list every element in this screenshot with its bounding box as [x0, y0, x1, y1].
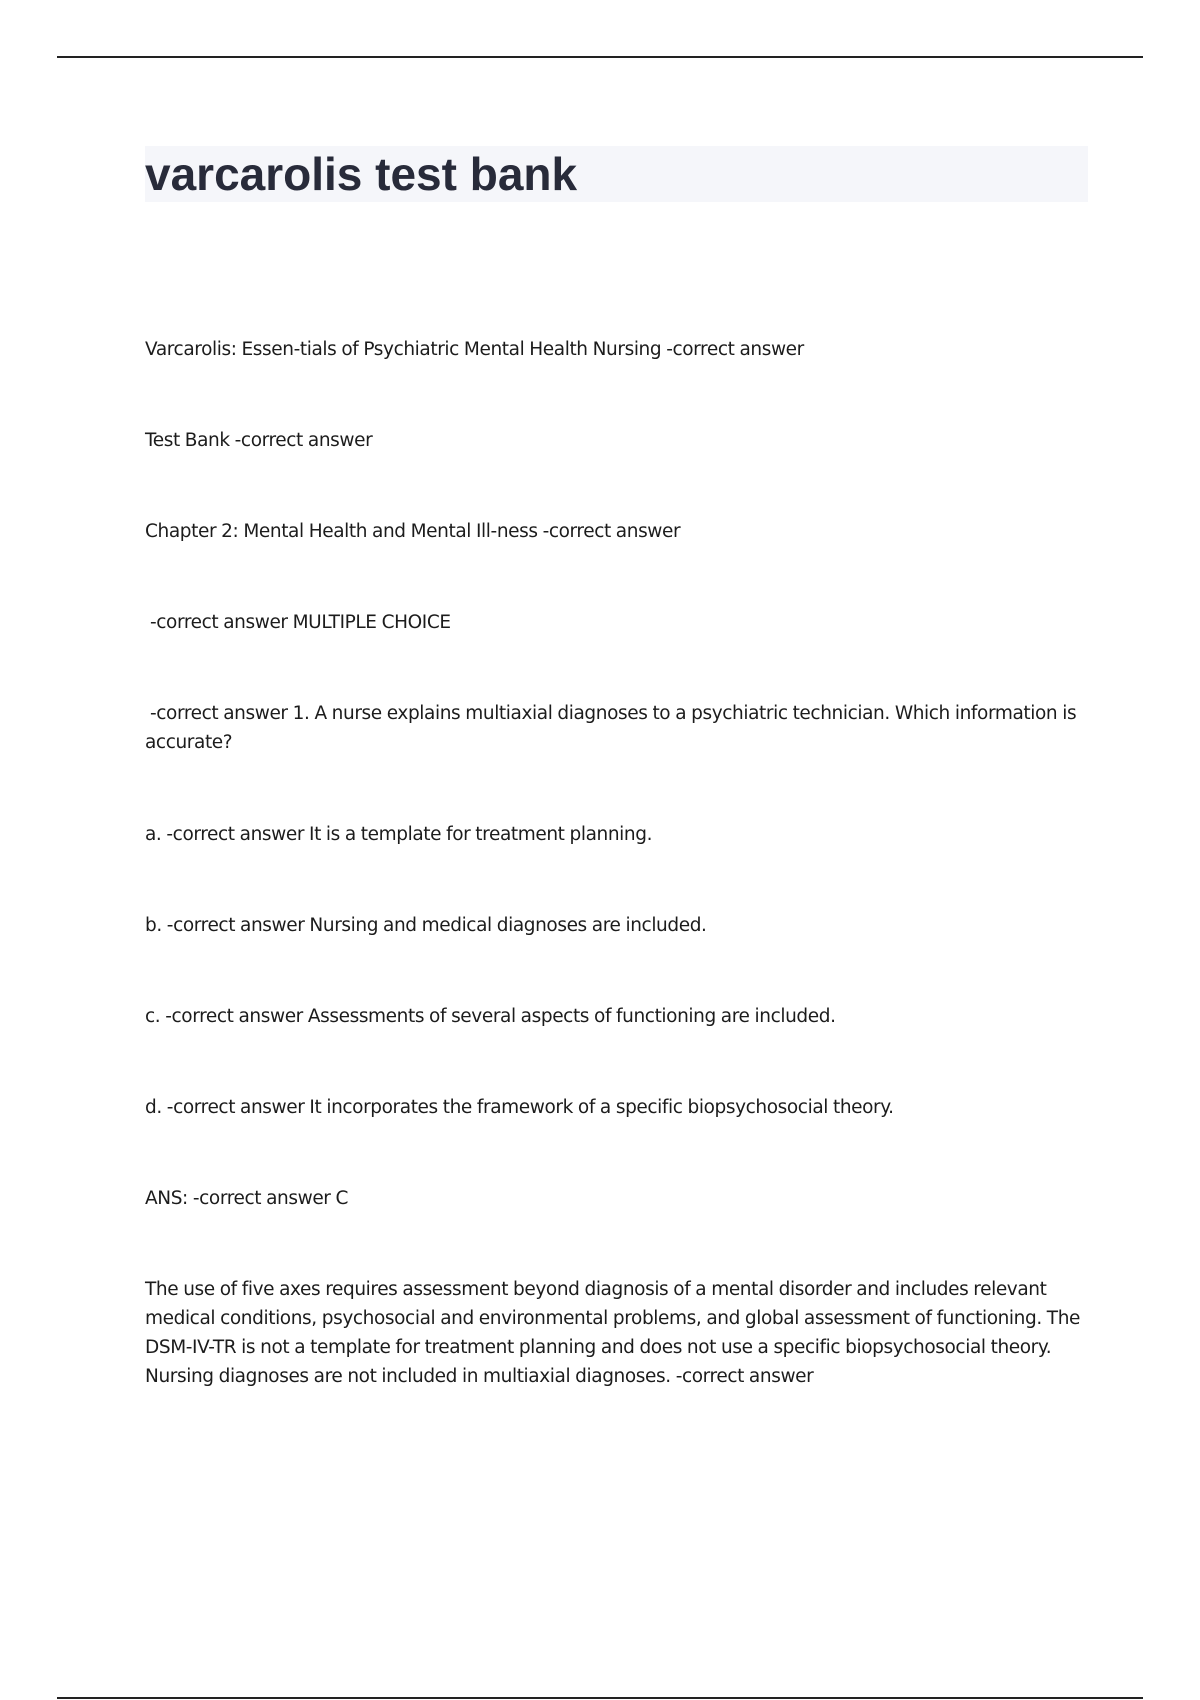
bottom-rule — [57, 1697, 1143, 1699]
option-a: a. -correct answer It is a template for treatment planning. — [145, 824, 653, 845]
title-banner — [145, 146, 1088, 202]
paragraph-test-bank: Test Bank -correct answer — [145, 430, 373, 451]
option-c: c. -correct answer Assessments of several aspects of functioning are included. — [145, 1006, 836, 1027]
paragraph-book-title: Varcarolis: Essen-tials of Psychiatric Mental Health Nursing -correct answer — [145, 339, 804, 360]
rationale: The use of five axes requires assessment beyond diagnosis of a mental disorder and includes relevant medical conditions, psychosocial and environmental problems, and global assessment of functioning. The DSM-IV-TR is not a template for treatment planning and does not use a specific biopsychosocial theory. Nursing diagnoses are not included in multiaxial diagnoses. -correct answer — [145, 1279, 1085, 1387]
document-title: varcarolis test bank — [145, 148, 578, 200]
top-rule — [57, 56, 1143, 58]
paragraph-chapter: Chapter 2: Mental Health and Mental Ill-ness -correct answer — [145, 521, 681, 542]
option-d: d. -correct answer It incorporates the framework of a specific biopsychosocial theory. — [145, 1097, 894, 1118]
question-stem: -correct answer 1. A nurse explains multiaxial diagnoses to a psychiatric technician. Which information is accurate? — [145, 703, 1082, 753]
option-b: b. -correct answer Nursing and medical diagnoses are included. — [145, 915, 707, 936]
paragraph-section-type: -correct answer MULTIPLE CHOICE — [145, 612, 451, 633]
answer-line: ANS: -correct answer C — [145, 1188, 349, 1209]
